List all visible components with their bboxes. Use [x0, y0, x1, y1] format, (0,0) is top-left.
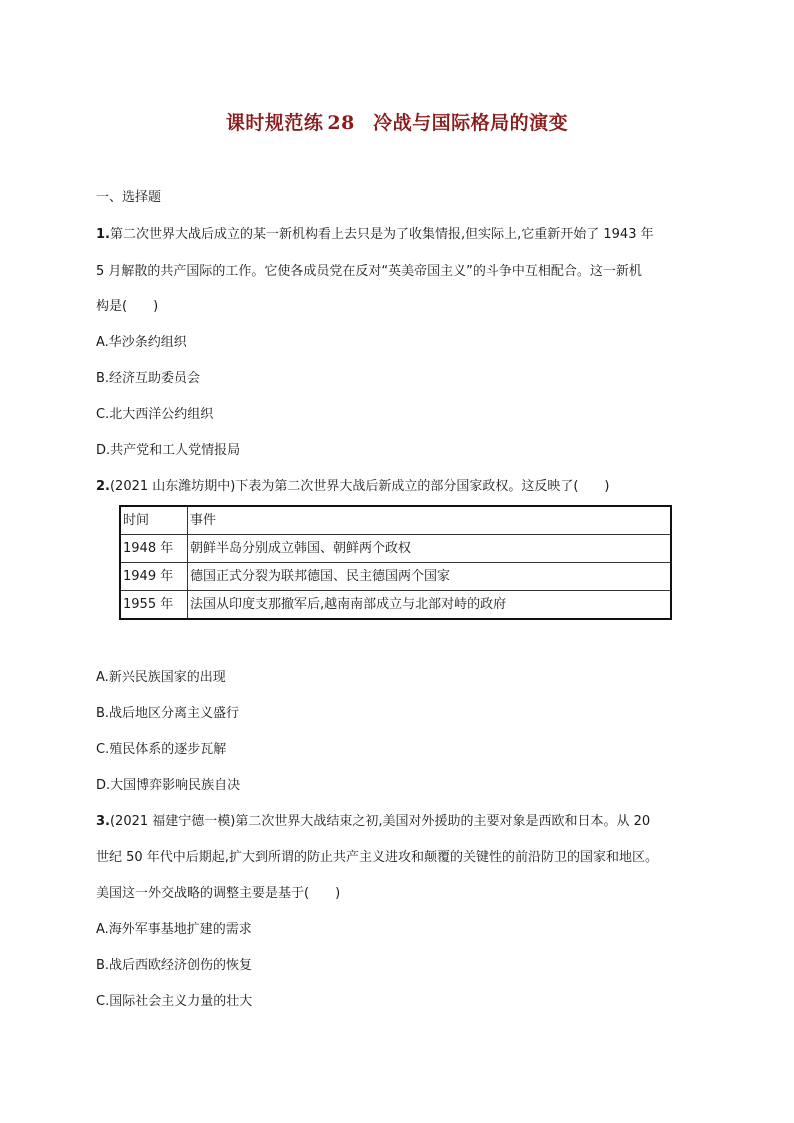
q3-line-3: 美国这一外交战略的调整主要是基于( ): [96, 886, 341, 901]
q3-option-c: C.国际社会主义力量的壮大: [96, 994, 253, 1009]
q3-option-b: B.战后西欧经济创伤的恢复: [96, 958, 253, 973]
table-cell-time: 1949 年: [120, 563, 188, 591]
table-cell-event: 德国正式分裂为联邦德国、民主德国两个国家: [188, 563, 672, 591]
table-row: [120, 535, 671, 563]
table-header-time: 时间: [120, 506, 188, 535]
table-cell-time: 1948 年: [120, 535, 188, 563]
table-cell-event: 法国从印度支那撤军后,越南南部成立与北部对峙的政府: [188, 591, 672, 620]
q1-option-d: D.共产党和工人党情报局: [96, 443, 241, 458]
q1-option-c: C.北大西洋公约组织: [96, 407, 214, 422]
q2-stem: 2.(2021 山东潍坊期中)下表为第二次世界大战后新成立的部分国家政权。这反映了( ): [96, 479, 610, 494]
q1-option-a: A.华沙条约组织: [96, 335, 187, 350]
q3-line-1: 3.(2021 福建宁德一模)第二次世界大战结束之初,美国对外援助的主要对象是西欧和日本。从 20: [96, 814, 651, 829]
q3-number: 3.: [96, 814, 110, 829]
page-title: [0, 108, 794, 135]
q2-number: 2.: [96, 479, 110, 494]
title-number: 28: [327, 112, 355, 134]
table-header-event: 事件: [188, 506, 672, 535]
q1-line-1: 1.第二次世界大战后成立的某一新机构看上去只是为了收集情报,但实际上,它重新开始了 1943 年: [96, 227, 654, 242]
table-row: [120, 563, 671, 591]
q2-option-d: D.大国博弈影响民族自决: [96, 778, 241, 793]
table-header-row: [120, 506, 671, 535]
table-row: [120, 591, 671, 620]
title-topic: 冷战与国际格局的演变: [373, 112, 569, 134]
q1-line-3: 构是( ): [96, 299, 159, 314]
table-cell-time: 1955 年: [120, 591, 188, 620]
q2-option-c: C.殖民体系的逐步瓦解: [96, 742, 227, 757]
q1-line-2: 5 月解散的共产国际的工作。它使各成员党在反对“英美帝国主义”的斗争中互相配合。这一新机: [96, 264, 642, 279]
section-heading: 一、选择题: [96, 190, 162, 205]
q1-option-b: B.经济互助委员会: [96, 371, 201, 386]
q3-line-2: 世纪 50 年代中后期起,扩大到所谓的防止共产主义进攻和颠覆的关键性的前沿防卫的国家和地区。: [96, 850, 658, 865]
q1-number: 1.: [96, 227, 110, 242]
q2-option-a: A.新兴民族国家的出现: [96, 670, 226, 685]
q2-option-b: B.战后地区分离主义盛行: [96, 706, 240, 721]
table-cell-event: 朝鲜半岛分别成立韩国、朝鲜两个政权: [188, 535, 672, 563]
q3-option-a: A.海外军事基地扩建的需求: [96, 922, 252, 937]
title-prefix: 课时规范练: [225, 112, 324, 134]
events-table: [119, 505, 672, 620]
